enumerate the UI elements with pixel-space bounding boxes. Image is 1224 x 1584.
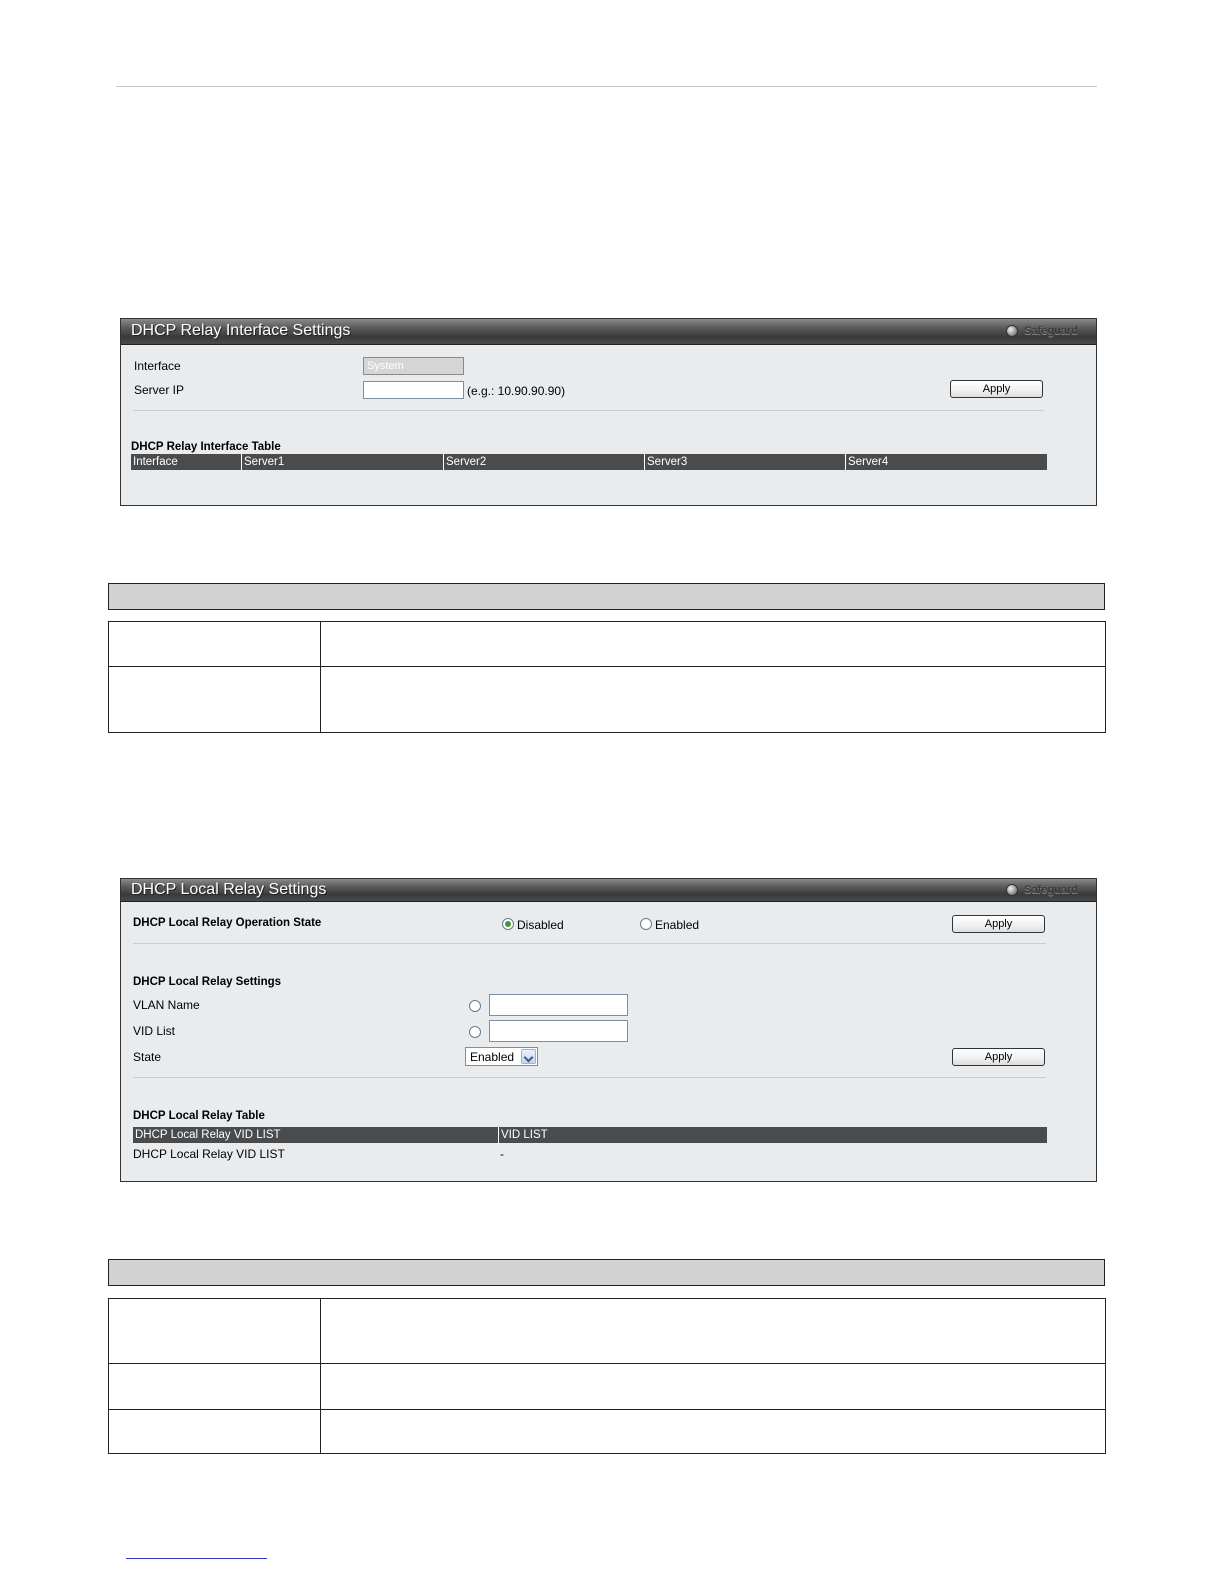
apply-button[interactable]: Apply	[950, 380, 1043, 398]
table-row	[109, 1299, 1106, 1364]
separator	[133, 1077, 1046, 1078]
column-vid-list: VID LIST	[498, 1127, 1047, 1143]
separator	[133, 943, 1046, 944]
settings-section-title: DHCP Local Relay Settings	[133, 976, 282, 988]
table-row	[109, 1410, 1106, 1454]
server-ip-label: Server IP	[134, 383, 185, 397]
safeguard-icon	[1006, 884, 1018, 896]
relay-interface-panel	[120, 318, 1097, 506]
enabled-radio[interactable]	[640, 918, 652, 930]
table-row	[109, 667, 1106, 733]
footer-link-underline	[126, 1558, 267, 1559]
table-row	[109, 622, 1106, 667]
column-server4: Server4	[845, 454, 1047, 470]
vid-list-radio[interactable]	[469, 1026, 481, 1038]
column-local-relay-vid-list: DHCP Local Relay VID LIST	[135, 1129, 281, 1141]
description-table	[108, 1298, 1106, 1454]
enabled-label: Enabled	[655, 918, 700, 932]
state-select-value: Enabled	[470, 1049, 515, 1064]
column-server2: Server2	[443, 454, 644, 470]
apply-settings-button[interactable]: Apply	[952, 1048, 1045, 1066]
panel-title: DHCP Relay Interface Settings	[131, 322, 351, 339]
table-row-label: DHCP Local Relay VID LIST	[133, 1147, 285, 1161]
safeguard-label: Safeguard	[1024, 325, 1078, 337]
state-label: State	[133, 1050, 162, 1064]
vlan-name-radio[interactable]	[469, 1000, 481, 1012]
local-relay-table-header	[133, 1127, 1047, 1143]
table-row	[109, 1364, 1106, 1410]
local-relay-table-title: DHCP Local Relay Table	[133, 1110, 265, 1122]
panel-title-bar	[121, 319, 1096, 345]
separator	[133, 410, 1044, 411]
vid-list-label: VID List	[133, 1024, 176, 1038]
table-row-value: -	[500, 1147, 504, 1161]
vlan-name-input[interactable]	[489, 994, 628, 1016]
vlan-name-label: VLAN Name	[133, 998, 200, 1012]
description-table	[108, 621, 1106, 733]
interface-label: Interface	[134, 359, 181, 373]
server-ip-input[interactable]	[363, 381, 464, 399]
column-interface: Interface	[133, 456, 178, 468]
disabled-radio[interactable]	[502, 918, 514, 930]
relay-interface-table-header	[131, 454, 1047, 470]
safeguard-icon	[1006, 325, 1018, 337]
top-rule	[116, 86, 1097, 87]
column-server3: Server3	[644, 454, 845, 470]
vid-list-input[interactable]	[489, 1020, 628, 1042]
description-table-header	[108, 583, 1105, 610]
column-server1: Server1	[241, 454, 443, 470]
local-relay-panel	[120, 878, 1097, 1182]
apply-operation-state-button[interactable]: Apply	[952, 915, 1045, 933]
panel-title: DHCP Local Relay Settings	[131, 881, 327, 898]
chevron-down-icon[interactable]	[521, 1049, 536, 1064]
interface-field[interactable]	[363, 357, 464, 375]
server-ip-hint: (e.g.: 10.90.90.90)	[467, 384, 566, 398]
safeguard-label: Safeguard	[1024, 884, 1078, 896]
disabled-label: Disabled	[517, 918, 564, 932]
state-select[interactable]	[465, 1047, 538, 1066]
table-title: DHCP Relay Interface Table	[131, 441, 281, 453]
safeguard-indicator	[1006, 325, 1078, 337]
safeguard-indicator	[1006, 884, 1078, 896]
operation-state-label: DHCP Local Relay Operation State	[133, 917, 322, 929]
panel-title-bar	[121, 879, 1096, 902]
description-table-header	[108, 1259, 1105, 1286]
